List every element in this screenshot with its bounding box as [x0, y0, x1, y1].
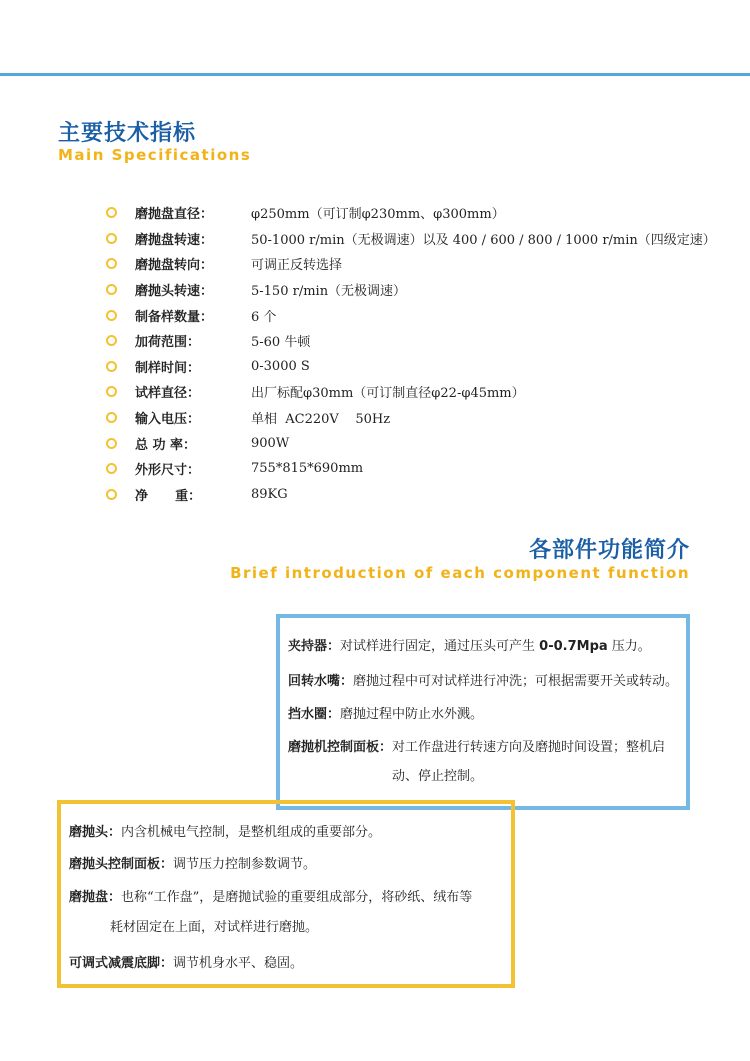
bullet-icon [106, 233, 117, 244]
components-title-en: Brief introduction of each component function [230, 564, 690, 582]
spec-list [106, 200, 716, 507]
spec-value: 50-1000 r/min（无极调速）以及 400 / 600 / 800 / 1000 r/min（四级定速） [251, 232, 716, 248]
spec-item [106, 379, 716, 405]
spec-label: 总 功 率： [135, 437, 197, 453]
bullet-icon [106, 463, 117, 474]
feature-term: 可调式减震底脚： [69, 956, 174, 971]
feature-term: 回转水嘴： [288, 674, 354, 689]
feature-term: 磨抛头： [69, 825, 122, 840]
bullet-icon [106, 258, 117, 269]
feature-polishing-disk-cont: 耗材固定在上面，对试样进行磨抛。 [110, 920, 319, 935]
spec-item [106, 456, 716, 482]
spec-value: 900W [251, 435, 290, 451]
spec-value: 6 个 [251, 309, 277, 325]
spec-value: 5-60 牛顿 [251, 335, 311, 351]
spec-item [106, 251, 716, 277]
spec-value: 89KG [251, 486, 288, 502]
spec-value: 单相 AC220V 50Hz [251, 412, 391, 428]
spec-value: φ250mm（可订制φ230mm、φ300mm） [251, 207, 505, 223]
feature-text: 调节压力控制参数调节。 [173, 857, 317, 872]
feature-text: 磨抛过程中防止水外溅。 [340, 707, 484, 722]
bullet-icon [106, 207, 117, 218]
spec-item [106, 302, 716, 328]
feature-text: 对工作盘进行转速方向及磨抛时间设置；整机启 [392, 740, 666, 755]
feature-term: 磨抛头控制面板： [69, 857, 174, 872]
specs-title-en: Main Specifications [58, 146, 252, 164]
feature-polishing-head [69, 823, 381, 843]
specs-title-cn: 主要技术指标 [58, 121, 197, 146]
bullet-icon [106, 284, 117, 295]
spec-label: 磨抛头转速： [135, 284, 214, 300]
spec-label: 净 重： [135, 488, 202, 504]
spec-item [106, 328, 716, 354]
spec-value: 出厂标配φ30mm（可订制直径φ22-φ45mm） [251, 386, 525, 402]
spec-label: 磨抛盘转向： [135, 258, 214, 274]
spec-label: 磨抛盘直径： [135, 207, 214, 223]
feature-polishing-disk [69, 888, 472, 908]
feature-term: 磨抛盘： [69, 890, 122, 905]
bullet-icon [106, 386, 117, 397]
bullet-icon [106, 335, 117, 346]
feature-text: 磨抛过程中可对试样进行冲洗；可根据需要开关或转动。 [353, 674, 679, 689]
feature-term: 磨抛机控制面板： [288, 740, 393, 755]
feature-text: 调节机身水平、稳固。 [173, 956, 304, 971]
bullet-icon [106, 361, 117, 372]
feature-shock-feet [69, 954, 303, 974]
spec-item [106, 226, 716, 252]
spec-value: 0-3000 S [251, 358, 310, 374]
feature-splash-ring [288, 705, 483, 725]
feature-clamp [288, 637, 651, 657]
spec-value: 5-150 r/min（无极调速） [251, 284, 407, 300]
spec-label: 输入电压： [135, 412, 201, 428]
spec-item [106, 405, 716, 431]
bullet-icon [106, 412, 117, 423]
feature-head-panel [69, 855, 316, 875]
feature-water-nozzle [288, 672, 678, 692]
spec-label: 加荷范围： [135, 335, 201, 351]
spec-item [106, 430, 716, 456]
bullet-icon [106, 438, 117, 449]
spec-item [106, 482, 716, 508]
spec-item [106, 354, 716, 380]
feature-text: 内含机械电气控制，是整机组成的重要部分。 [121, 825, 382, 840]
spec-value: 755*815*690mm [251, 461, 364, 477]
feature-term: 夹持器： [288, 639, 341, 654]
feature-text: 对试样进行固定，通过压头可产生 [340, 639, 540, 654]
bullet-icon [106, 310, 117, 321]
feature-text-bold: 0-0.7Mpa [539, 639, 608, 654]
spec-label: 制备样数量： [135, 309, 214, 325]
feature-text: 压力。 [607, 639, 651, 654]
spec-label: 制样时间： [135, 360, 201, 376]
spec-label: 外形尺寸： [135, 463, 201, 479]
feature-text: 也称“工作盘”，是磨抛试验的重要组成部分，将砂纸、绒布等 [121, 890, 473, 905]
bullet-icon [106, 489, 117, 500]
spec-label: 试样直径： [135, 386, 201, 402]
spec-value: 可调正反转选择 [251, 258, 343, 274]
header-rule [0, 73, 750, 76]
feature-control-panel [288, 738, 665, 758]
spec-label: 磨抛盘转速： [135, 232, 214, 248]
spec-item [106, 200, 716, 226]
components-title-cn: 各部件功能简介 [528, 538, 690, 563]
spec-item [106, 277, 716, 303]
feature-control-panel-cont: 动、停止控制。 [392, 769, 484, 784]
feature-term: 挡水圈： [288, 707, 341, 722]
